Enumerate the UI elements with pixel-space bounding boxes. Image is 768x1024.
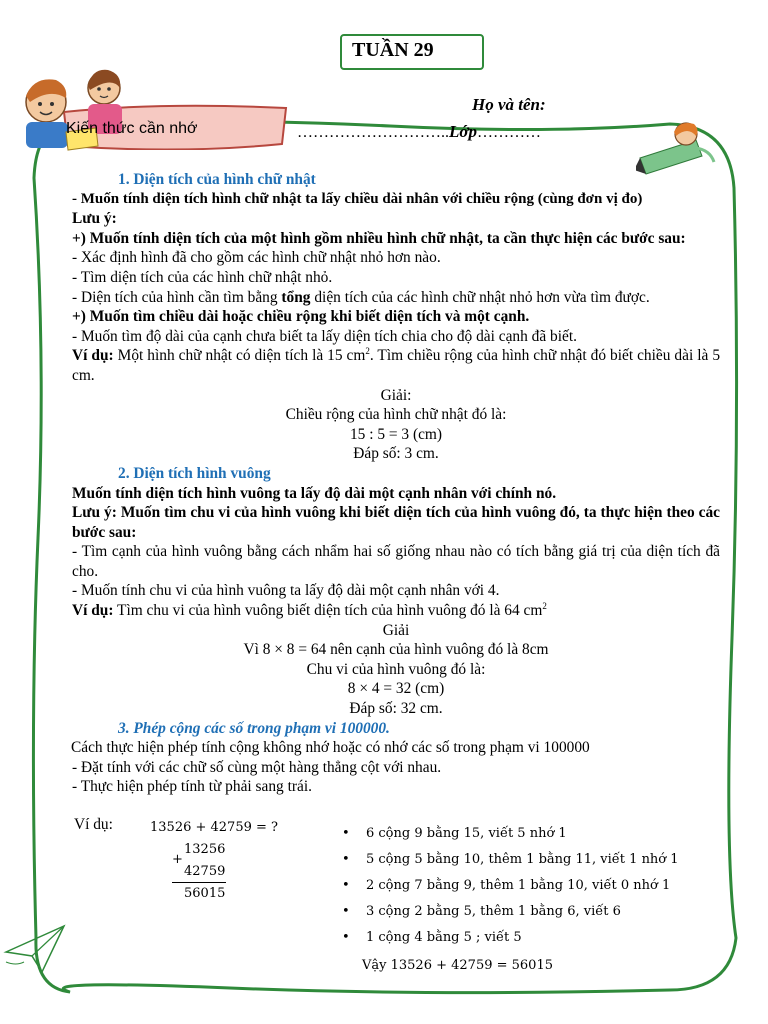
step-item: • 5 cộng 5 bằng 10, thêm 1 bằng 11, viết 1 nhớ 1: [342, 852, 679, 867]
plus-sign: +: [172, 852, 183, 867]
class-label: Lớp: [449, 122, 478, 141]
section2-heading: 2. Diện tích hình vuông: [118, 464, 271, 482]
step-item: • 3 cộng 2 bằng 5, thêm 1 bằng 6, viết 6: [342, 904, 621, 919]
class-dots: …………: [477, 124, 542, 141]
section3-heading: 3. Phép cộng các số trong phạm vi 100000.: [118, 719, 390, 737]
paper-plane-icon: [2, 922, 72, 982]
section2-note: Lưu ý: Muốn tìm chu vi của hình vuông khi biết diện tích của hình vuông đó, ta thực hiện theo các bước sau:: [72, 504, 720, 541]
step-item: • 6 cộng 9 bằng 15, viết 5 nhớ 1: [342, 826, 567, 841]
section1-note-label: Lưu ý:: [72, 210, 117, 228]
section1-solution-label: Giải:: [380, 386, 412, 404]
section1-rule: - Muốn tính diện tích hình chữ nhật ta lấy chiều dài nhân với chiều rộng (cùng đơn vị đo): [72, 190, 643, 207]
addition-steps: [338, 826, 679, 973]
section3-line3: - Thực hiện phép tính từ phải sang trái.: [72, 778, 312, 796]
section1-note1: +) Muốn tính diện tích của một hình gồm nhiều hình chữ nhật, ta cần thực hiện các bước sau:: [72, 229, 686, 247]
section1-heading: 1. Diện tích của hình chữ nhật: [118, 171, 316, 188]
section1-answer: Đáp số: 3 cm.: [353, 445, 439, 463]
section2-rule: Muốn tính diện tích hình vuông ta lấy độ dài một cạnh nhân với chính nó.: [72, 484, 557, 502]
children-reading-illustration: [16, 62, 136, 154]
sum-result: 56015: [184, 886, 226, 901]
section2-solution-label: Giải: [382, 621, 410, 639]
step-item: • 2 cộng 7 bằng 9, thêm 1 bằng 10, viết 0 nhớ 1: [342, 878, 671, 893]
section1-step3: - Diện tích của hình cần tìm bằng tổng diện tích của các hình chữ nhật nhỏ hơn vừa tìm được.: [72, 288, 650, 306]
name-dots: ………………………..: [297, 124, 449, 141]
example-label: Ví dụ:: [74, 816, 113, 833]
section1-solution-line: Chiều rộng của hình chữ nhật đó là:: [285, 406, 507, 424]
operand-1: 13256: [184, 842, 226, 857]
section2-solution-line1: Vì 8 × 8 = 64 nên cạnh của hình vuông đó là 8cm: [243, 641, 549, 659]
section2-answer: Đáp số: 32 cm.: [349, 700, 443, 718]
section2-solution-calc: 8 × 4 = 32 (cm): [347, 680, 445, 698]
section1-solution-calc: 15 : 5 = 3 (cm): [349, 425, 443, 443]
section3-line2: - Đặt tính với các chữ số cùng một hàng thẳng cột với nhau.: [72, 758, 442, 776]
sum-line: [172, 882, 226, 883]
section3-line1: Cách thực hiện phép tính cộng không nhớ hoặc có nhớ các số trong phạm vi 100000: [71, 739, 590, 757]
section1-note2-text: - Muốn tìm độ dài của cạnh chưa biết ta lấy diện tích chia cho độ dài cạnh đã biết.: [72, 327, 577, 345]
equation: 13526 + 42759 = ?: [150, 820, 278, 835]
step-item: • 1 cộng 4 bằng 5 ; viết 5: [342, 930, 522, 945]
banner-label: Kiến thức cần nhớ: [66, 120, 198, 137]
section1-step1: - Xác định hình đã cho gồm các hình chữ nhật nhỏ hơn nào.: [72, 249, 441, 267]
section2-step2: - Muốn tính chu vi của hình vuông ta lấy độ dài một cạnh nhân với 4.: [72, 582, 500, 600]
section1-example: Ví dụ: Một hình chữ nhật có diện tích là 15 $cm^2$. Tìm chiều rộng của hình chữ nhật đó biết chiều dài là 5 cm.: [72, 346, 721, 384]
section2-step1: - Tìm cạnh của hình vuông bằng cách nhẩm hai số giống nhau nào có tích bằng giá trị của diện tích đã cho.: [72, 543, 720, 580]
name-label: Họ và tên:: [472, 95, 546, 114]
section1-note2: +) Muốn tìm chiều dài hoặc chiều rộng khi biết diện tích và một cạnh.: [72, 308, 530, 326]
addition-example: [72, 816, 732, 986]
week-title: TUẦN 29: [340, 34, 484, 70]
section1-step2: - Tìm diện tích của các hình chữ nhật nhỏ.: [72, 268, 333, 286]
class-row: [297, 122, 541, 142]
main-content: [72, 170, 720, 797]
addition-conclusion: Vậy 13526 + 42759 = 56015: [362, 958, 553, 973]
section2-solution-line2: Chu vi của hình vuông đó là:: [306, 660, 486, 678]
operand-2: 42759: [184, 864, 226, 879]
section2-example: Ví dụ: Tìm chu vi của hình vuông biết diện tích của hình vuông đó là 64 $cm^2$: [72, 600, 547, 620]
